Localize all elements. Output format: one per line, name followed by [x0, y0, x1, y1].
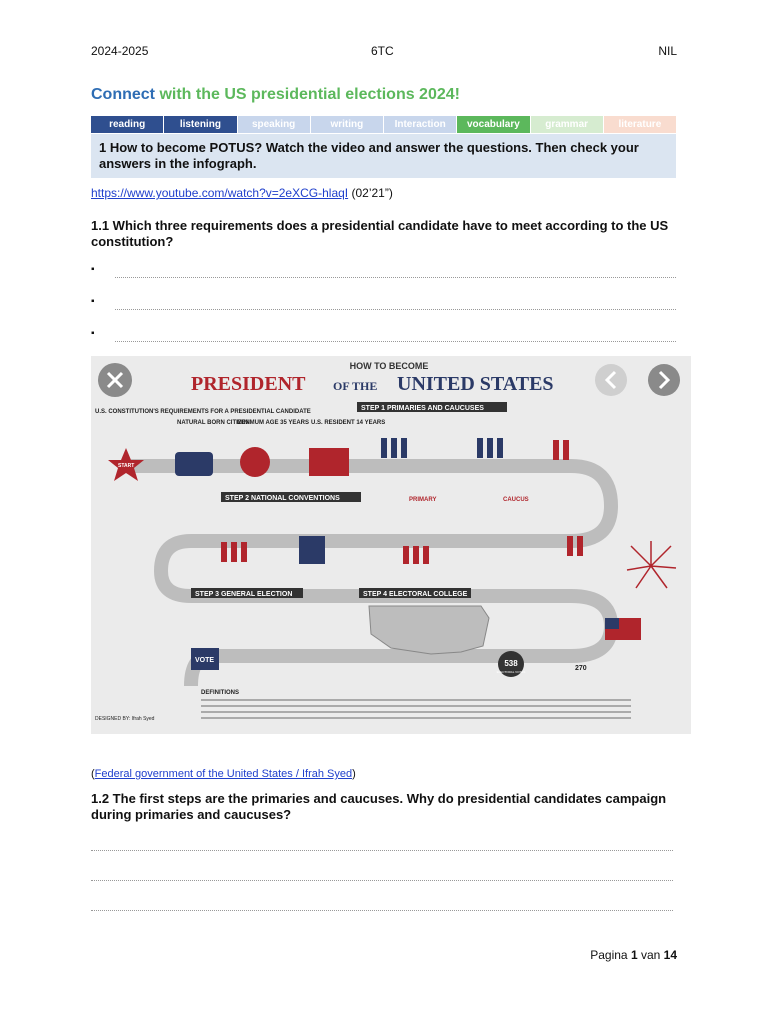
- tab-writing[interactable]: writing: [311, 116, 383, 133]
- ig-title-united-states: UNITED STATES: [397, 373, 554, 395]
- infographic-caption: [91, 768, 356, 780]
- task-instruction: 1 How to become POTUS? Watch the video and answer the questions. Then check your answers in the infograph.: [91, 134, 676, 178]
- ig-title-president: PRESIDENT: [191, 373, 306, 395]
- house-icon: [309, 448, 349, 476]
- header-code: NIL: [658, 44, 677, 58]
- ig-step3: STEP 3 GENERAL ELECTION: [195, 591, 293, 598]
- ig-req-citizen: NATURAL BORN CITIZEN: [177, 420, 250, 426]
- cake-icon: [240, 447, 270, 477]
- footer-van: van: [637, 948, 664, 962]
- ig-step4: STEP 4 ELECTORAL COLLEGE: [363, 591, 468, 598]
- question-1-2: 1.2 The first steps are the primaries and caucuses. Why do presidential candidates campaign during primaries and caucuses?: [91, 791, 667, 822]
- infographic-svg: [91, 356, 691, 734]
- infographic: [91, 356, 691, 734]
- ig-primary: PRIMARY: [409, 497, 437, 503]
- chevron-left-icon[interactable]: [595, 364, 627, 396]
- ig-title-top: HOW TO BECOME: [349, 361, 429, 371]
- tab-grammar[interactable]: grammar: [531, 116, 603, 133]
- footer-label: Pagina: [590, 948, 631, 962]
- tab-reading[interactable]: reading: [91, 116, 163, 133]
- ig-270: 270: [575, 665, 587, 672]
- ig-definitions: DEFINITIONS: [201, 690, 240, 696]
- answer-line-4[interactable]: [91, 850, 673, 851]
- title-connect: Connect: [91, 86, 155, 103]
- caption-close: ): [352, 768, 356, 780]
- ig-req-age: MINIMUM AGE 35 YEARS: [237, 420, 310, 426]
- bullet-icon: ▪: [91, 328, 95, 339]
- ig-538: 538: [504, 659, 518, 668]
- bullet-icon: ▪: [91, 296, 95, 307]
- citizen-icon: [175, 452, 213, 476]
- question-1-1: 1.1 Which three requirements does a presidential candidate have to meet according to the US constitution?: [91, 218, 669, 249]
- answer-line-6[interactable]: [91, 910, 673, 911]
- ig-start: START: [118, 463, 135, 469]
- video-link[interactable]: https://www.youtube.com/watch?v=2eXCG-hlaqI: [91, 186, 349, 200]
- ig-step2: STEP 2 NATIONAL CONVENTIONS: [225, 495, 340, 502]
- title-rest: with the US presidential elections 2024!: [155, 86, 460, 103]
- ig-538-sub: ELECTORAL VOTES: [496, 670, 526, 674]
- ig-designer: DESIGNED BY: Ifrah Syed: [95, 716, 155, 722]
- close-icon[interactable]: [98, 363, 132, 397]
- video-line: [91, 186, 393, 200]
- footer-page: 1: [630, 948, 638, 962]
- answer-line-3[interactable]: [91, 328, 676, 344]
- ig-vote: VOTE: [195, 657, 215, 664]
- header-year: 2024-2025: [91, 44, 149, 58]
- source-link[interactable]: Federal government of the United States / Ifrah Syed: [94, 768, 353, 780]
- ig-caucus: CAUCUS: [503, 497, 529, 503]
- tab-interaction[interactable]: Interaction: [384, 116, 456, 133]
- footer-total: 14: [663, 948, 677, 962]
- caption-open: (: [91, 768, 95, 780]
- ig-title-of-the: OF THE: [333, 379, 378, 393]
- chevron-right-icon[interactable]: [648, 364, 680, 396]
- tab-speaking[interactable]: speaking: [238, 116, 310, 133]
- ig-step1: STEP 1 PRIMARIES AND CAUCUSES: [361, 405, 484, 412]
- skill-tabs: [91, 116, 676, 133]
- answer-line-5[interactable]: [91, 880, 673, 881]
- ig-req-resident: U.S. RESIDENT 14 YEARS: [311, 420, 386, 426]
- page-header: [91, 44, 677, 60]
- tab-literature[interactable]: literature: [604, 116, 676, 133]
- header-class: 6TC: [371, 44, 394, 58]
- answer-line-2[interactable]: [91, 296, 676, 312]
- podium-icon: [299, 536, 325, 564]
- ig-req-heading: U.S. CONSTITUTION'S REQUIREMENTS FOR A PRESIDENTIAL CANDIDATE: [95, 409, 311, 415]
- answer-line-1[interactable]: [91, 264, 676, 280]
- video-duration: (02’21”): [348, 186, 393, 200]
- page-title: [91, 86, 460, 104]
- bullet-icon: ▪: [91, 264, 95, 275]
- page-footer: [590, 948, 677, 962]
- tab-listening[interactable]: listening: [164, 116, 236, 133]
- tab-vocabulary[interactable]: vocabulary: [457, 116, 529, 133]
